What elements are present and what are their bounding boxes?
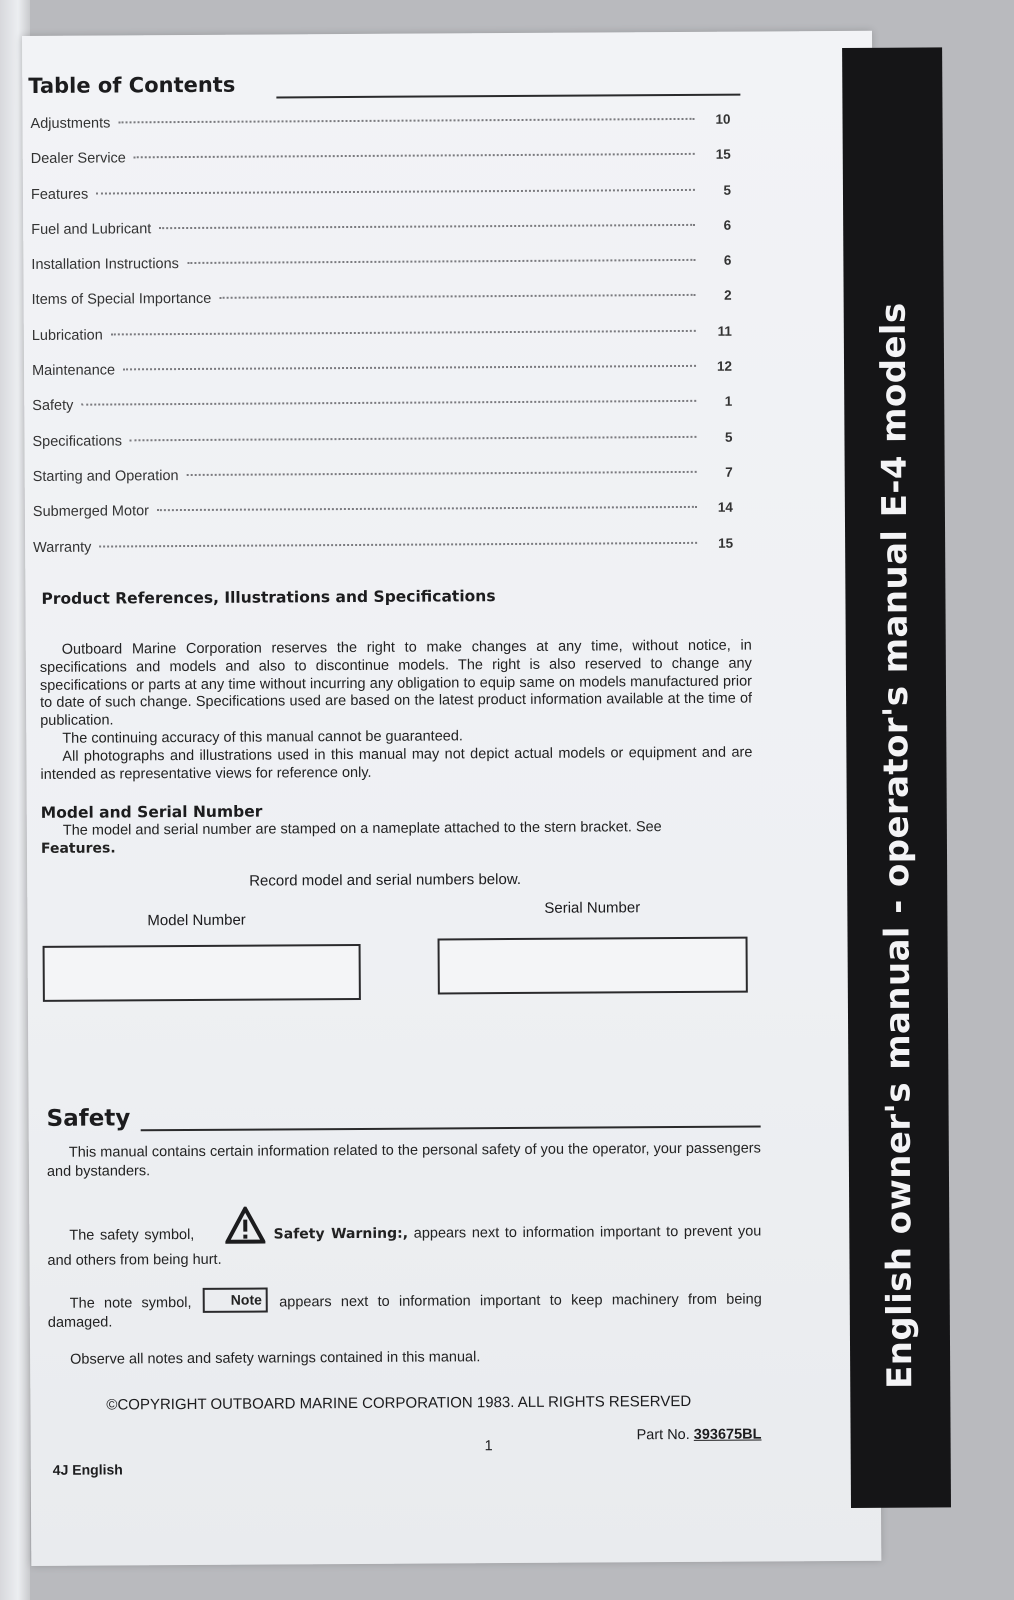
record-instruction: Record model and serial numbers below. bbox=[249, 870, 522, 890]
toc-entry[interactable] bbox=[33, 500, 733, 540]
warning-triangle-icon bbox=[203, 1207, 265, 1251]
toc-leader-dots bbox=[130, 436, 697, 441]
toc-entry-page: 5 bbox=[724, 429, 733, 445]
serial-number-label: Serial Number bbox=[544, 899, 641, 917]
toc-entry-page: 2 bbox=[724, 288, 732, 304]
safety-rule bbox=[141, 1126, 761, 1132]
model-serial-paragraph: The model and serial number are stamped on a nameplate attached to the stern bracket. See bbox=[62, 819, 662, 839]
toc-leader-dots bbox=[187, 471, 697, 476]
toc-entry[interactable] bbox=[33, 465, 733, 505]
manual-page bbox=[22, 31, 921, 1566]
language-code: 4J English bbox=[52, 1461, 123, 1478]
model-serial-body bbox=[41, 819, 753, 859]
toc-entry-label: Installation Instructions bbox=[31, 256, 179, 274]
toc-entry-label: Features bbox=[30, 186, 89, 203]
toc-entry-label: Maintenance bbox=[31, 362, 116, 380]
toc-entry-page: 10 bbox=[715, 111, 731, 127]
part-number-line bbox=[637, 1427, 762, 1444]
toc-list bbox=[30, 112, 733, 575]
toc-entry-label: Submerged Motor bbox=[32, 503, 150, 521]
toc-entry-label: Adjustments bbox=[30, 115, 111, 132]
safety-heading: Safety bbox=[46, 1105, 131, 1132]
toc-leader-dots bbox=[111, 330, 696, 336]
part-number-label: Part No. bbox=[636, 1426, 690, 1444]
toc-entry-page: 5 bbox=[723, 182, 731, 198]
product-references-paragraph: Outboard Marine Corporation reserves the right to make changes at any time, without notice, in specifications and models and also to discontinue models. The right is also reserved to change any specifications or parts at any time without incurring any obligation to equip same on models manufactured prior to date of such change. Specifications used are based on the latest product information available at the time of publication. bbox=[39, 637, 753, 730]
toc-title: Table of Contents bbox=[28, 72, 236, 98]
toc-entry[interactable] bbox=[31, 182, 731, 222]
toc-entry-label: Lubrication bbox=[31, 327, 103, 344]
product-references-body bbox=[40, 638, 753, 785]
toc-entry[interactable] bbox=[31, 253, 731, 293]
toc-entry-page: 7 bbox=[725, 464, 733, 480]
toc-entry-page: 15 bbox=[715, 146, 731, 163]
safety-paragraph: This manual contains certain information related to the personal safety of you the operator, your passengers and bystanders. bbox=[46, 1140, 761, 1180]
toc-entry[interactable] bbox=[32, 323, 732, 363]
model-number-label: Model Number bbox=[147, 911, 246, 930]
toc-entry-label: Fuel and Lubricant bbox=[31, 221, 152, 238]
toc-leader-dots bbox=[219, 294, 695, 299]
page-number: 1 bbox=[484, 1438, 493, 1455]
part-number: 393675BL bbox=[693, 1426, 762, 1443]
toc-leader-dots bbox=[123, 365, 696, 371]
safety-observe-paragraph: Observe all notes and safety warnings contained in this manual. bbox=[70, 1349, 481, 1368]
safety-body bbox=[47, 1140, 762, 1370]
serial-number-box[interactable] bbox=[438, 937, 748, 995]
toc-entry[interactable] bbox=[31, 218, 731, 258]
toc-entry-page: 6 bbox=[723, 217, 732, 233]
features-reference: Features. bbox=[40, 840, 116, 857]
toc-leader-dots bbox=[99, 541, 697, 547]
note-symbol-box: Note bbox=[203, 1288, 268, 1313]
toc-entry[interactable] bbox=[32, 359, 732, 399]
toc-entry-page: 15 bbox=[718, 535, 734, 551]
toc-entry[interactable] bbox=[32, 429, 732, 469]
toc-entry-label: Starting and Operation bbox=[32, 468, 179, 485]
note-symbol-paragraph bbox=[48, 1285, 762, 1333]
toc-leader-dots bbox=[159, 224, 695, 229]
product-references-paragraph: All photographs and illustrations used in this manual may not depict actual models or equipment and are intended as representative views for reference only. bbox=[40, 744, 753, 783]
model-number-box[interactable] bbox=[43, 944, 361, 1002]
model-serial-heading: Model and Serial Number bbox=[40, 802, 263, 822]
toc-entry-label: Items of Special Importance bbox=[31, 291, 212, 309]
toc-entry-page: 6 bbox=[723, 252, 732, 268]
note-symbol-text-rest: appears next to information important to keep machinery from being damaged. bbox=[47, 1291, 762, 1331]
toc-rule bbox=[276, 94, 740, 99]
toc-leader-dots bbox=[187, 259, 696, 264]
safety-symbol-paragraph bbox=[47, 1204, 761, 1271]
toc-leader-dots bbox=[134, 153, 695, 158]
toc-entry[interactable] bbox=[32, 288, 732, 328]
toc-entry[interactable] bbox=[30, 112, 730, 152]
toc-entry[interactable] bbox=[32, 394, 732, 434]
toc-entry-page: 12 bbox=[716, 358, 733, 374]
safety-warning-label: Safety Warning:, bbox=[273, 1225, 409, 1243]
product-references-paragraph: The continuing accuracy of this manual cannot be guaranteed. bbox=[62, 728, 463, 747]
product-references-heading: Product References, Illustrations and Specifications bbox=[41, 587, 496, 608]
toc-entry[interactable] bbox=[33, 535, 733, 575]
toc-leader-dots bbox=[96, 188, 695, 194]
toc-entry-label: Safety bbox=[32, 398, 74, 415]
safety-symbol-text-rest: appears next to information important to prevent you and others from being hurt. bbox=[47, 1223, 762, 1269]
toc-entry-label: Warranty bbox=[33, 539, 92, 556]
toc-entry-label: Specifications bbox=[32, 433, 122, 450]
toc-entry[interactable] bbox=[31, 147, 731, 187]
toc-entry-page: 1 bbox=[724, 394, 733, 410]
toc-entry-page: 14 bbox=[717, 499, 733, 516]
toc-entry-page: 11 bbox=[717, 323, 732, 339]
copyright-notice: ©COPYRIGHT OUTBOARD MARINE CORPORATION 1983. ALL RIGHTS RESERVED bbox=[106, 1392, 692, 1414]
note-symbol-text: The note symbol, bbox=[69, 1294, 192, 1312]
toc-entry-label: Dealer Service bbox=[30, 150, 126, 168]
toc-leader-dots bbox=[81, 400, 696, 406]
side-title: English owner's manual - operator's manual E-4 models bbox=[873, 302, 921, 1390]
safety-symbol-text: The safety symbol, bbox=[69, 1226, 195, 1244]
toc-leader-dots bbox=[157, 506, 697, 511]
toc-leader-dots bbox=[118, 118, 694, 124]
